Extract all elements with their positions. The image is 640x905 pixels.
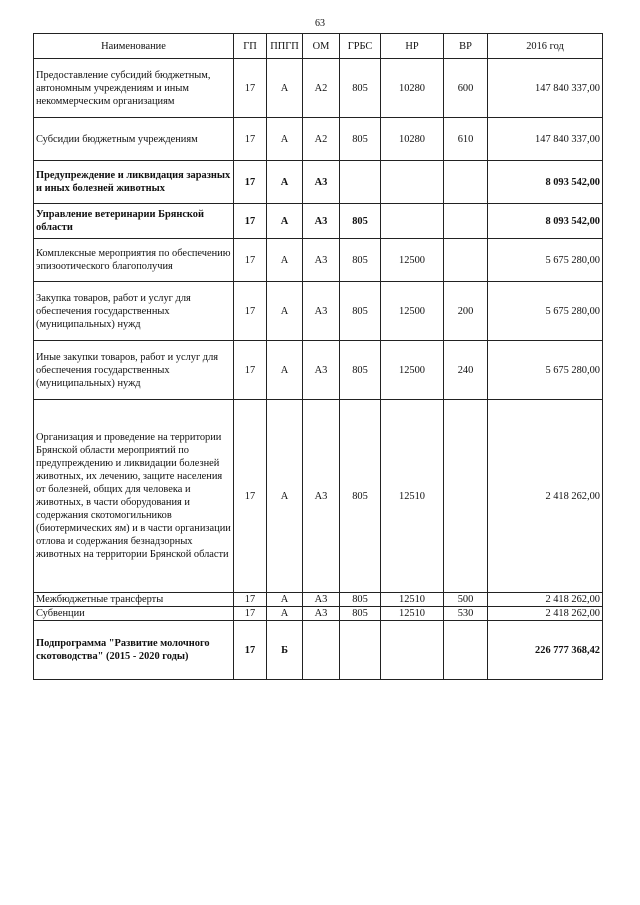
row-om: А3 <box>303 161 340 204</box>
row-om: А2 <box>303 118 340 161</box>
row-amount: 8 093 542,00 <box>488 161 603 204</box>
row-amount: 147 840 337,00 <box>488 59 603 118</box>
row-name: Иные закупки товаров, работ и услуг для обеспечения государственных (муниципальных) нужд <box>34 341 234 400</box>
budget-table <box>33 33 603 680</box>
row-amount: 2 418 262,00 <box>488 593 603 607</box>
row-om: А3 <box>303 204 340 239</box>
row-name: Комплексные мероприятия по обеспечению эпизоотического благополучия <box>34 239 234 282</box>
table-row <box>34 593 603 607</box>
row-ppgp: А <box>267 59 303 118</box>
table-header-row <box>34 34 603 59</box>
row-grbs: 805 <box>340 118 381 161</box>
row-name: Субвенции <box>34 607 234 621</box>
row-om: А3 <box>303 593 340 607</box>
row-name: Предоставление субсидий бюджетным, автономным учреждениям и иным некоммерческим организациям <box>34 59 234 118</box>
row-name: Подпрограмма "Развитие молочного скотоводства" (2015 - 2020 годы) <box>34 621 234 680</box>
row-name: Организация и проведение на территории Брянской области мероприятий по предупреждению и ликвидации болезней животных, их лечению, защите населения от болезней, общих для человека и животных, в части оборудования и содержания скотомогильников (биотермических ям) и в части организации отлова и содержания безнадзорных животных на территории Брянской области <box>34 400 234 593</box>
row-amount: 5 675 280,00 <box>488 282 603 341</box>
row-ppgp: А <box>267 593 303 607</box>
row-ppgp: А <box>267 239 303 282</box>
row-nr: 10280 <box>381 59 444 118</box>
row-om: А2 <box>303 59 340 118</box>
row-name: Субсидии бюджетным учреждениям <box>34 118 234 161</box>
row-vr <box>444 161 488 204</box>
row-amount: 2 418 262,00 <box>488 400 603 593</box>
row-ppgp: А <box>267 204 303 239</box>
row-name: Закупка товаров, работ и услуг для обеспечения государственных (муниципальных) нужд <box>34 282 234 341</box>
table-row <box>34 118 603 161</box>
row-grbs: 805 <box>340 593 381 607</box>
row-grbs: 805 <box>340 239 381 282</box>
header-grbs: ГРБС <box>340 34 381 59</box>
row-om: А3 <box>303 282 340 341</box>
row-vr <box>444 204 488 239</box>
row-om: А3 <box>303 607 340 621</box>
row-vr: 500 <box>444 593 488 607</box>
row-gp: 17 <box>234 341 267 400</box>
table-row <box>34 607 603 621</box>
row-ppgp: Б <box>267 621 303 680</box>
row-amount: 226 777 368,42 <box>488 621 603 680</box>
header-om: ОМ <box>303 34 340 59</box>
row-name: Предупреждение и ликвидация заразных и иных болезней животных <box>34 161 234 204</box>
row-ppgp: А <box>267 400 303 593</box>
row-ppgp: А <box>267 161 303 204</box>
row-name: Межбюджетные трансферты <box>34 593 234 607</box>
row-gp: 17 <box>234 204 267 239</box>
row-grbs <box>340 621 381 680</box>
table-row <box>34 239 603 282</box>
row-grbs <box>340 161 381 204</box>
row-nr: 10280 <box>381 118 444 161</box>
row-vr: 240 <box>444 341 488 400</box>
row-gp: 17 <box>234 621 267 680</box>
row-om: А3 <box>303 400 340 593</box>
row-vr <box>444 621 488 680</box>
header-ppgp: ППГП <box>267 34 303 59</box>
row-nr <box>381 161 444 204</box>
header-year: 2016 год <box>488 34 603 59</box>
row-vr: 600 <box>444 59 488 118</box>
header-name: Наименование <box>34 34 234 59</box>
row-ppgp: А <box>267 607 303 621</box>
row-amount: 8 093 542,00 <box>488 204 603 239</box>
table-row <box>34 282 603 341</box>
row-om <box>303 621 340 680</box>
row-nr: 12500 <box>381 341 444 400</box>
row-vr: 610 <box>444 118 488 161</box>
row-vr: 530 <box>444 607 488 621</box>
row-nr: 12500 <box>381 282 444 341</box>
header-gp: ГП <box>234 34 267 59</box>
page-number: 63 <box>315 18 325 29</box>
row-gp: 17 <box>234 59 267 118</box>
row-om: А3 <box>303 239 340 282</box>
row-gp: 17 <box>234 161 267 204</box>
header-nr: НР <box>381 34 444 59</box>
row-grbs: 805 <box>340 607 381 621</box>
row-amount: 147 840 337,00 <box>488 118 603 161</box>
table-row <box>34 59 603 118</box>
row-ppgp: А <box>267 341 303 400</box>
row-vr <box>444 239 488 282</box>
table-row <box>34 204 603 239</box>
row-amount: 5 675 280,00 <box>488 239 603 282</box>
row-name: Управление ветеринарии Брянской области <box>34 204 234 239</box>
row-gp: 17 <box>234 118 267 161</box>
table-row <box>34 400 603 593</box>
row-grbs: 805 <box>340 282 381 341</box>
row-gp: 17 <box>234 400 267 593</box>
row-gp: 17 <box>234 607 267 621</box>
row-nr: 12510 <box>381 607 444 621</box>
row-ppgp: А <box>267 282 303 341</box>
row-gp: 17 <box>234 239 267 282</box>
row-ppgp: А <box>267 118 303 161</box>
row-amount: 2 418 262,00 <box>488 607 603 621</box>
row-grbs: 805 <box>340 400 381 593</box>
row-nr <box>381 204 444 239</box>
row-grbs: 805 <box>340 204 381 239</box>
header-vr: ВР <box>444 34 488 59</box>
row-nr <box>381 621 444 680</box>
row-amount: 5 675 280,00 <box>488 341 603 400</box>
table-row <box>34 161 603 204</box>
row-vr: 200 <box>444 282 488 341</box>
table-row <box>34 621 603 680</box>
row-gp: 17 <box>234 593 267 607</box>
row-nr: 12510 <box>381 400 444 593</box>
table-row <box>34 341 603 400</box>
row-gp: 17 <box>234 282 267 341</box>
row-grbs: 805 <box>340 59 381 118</box>
row-nr: 12510 <box>381 593 444 607</box>
row-vr <box>444 400 488 593</box>
row-grbs: 805 <box>340 341 381 400</box>
row-nr: 12500 <box>381 239 444 282</box>
row-om: А3 <box>303 341 340 400</box>
